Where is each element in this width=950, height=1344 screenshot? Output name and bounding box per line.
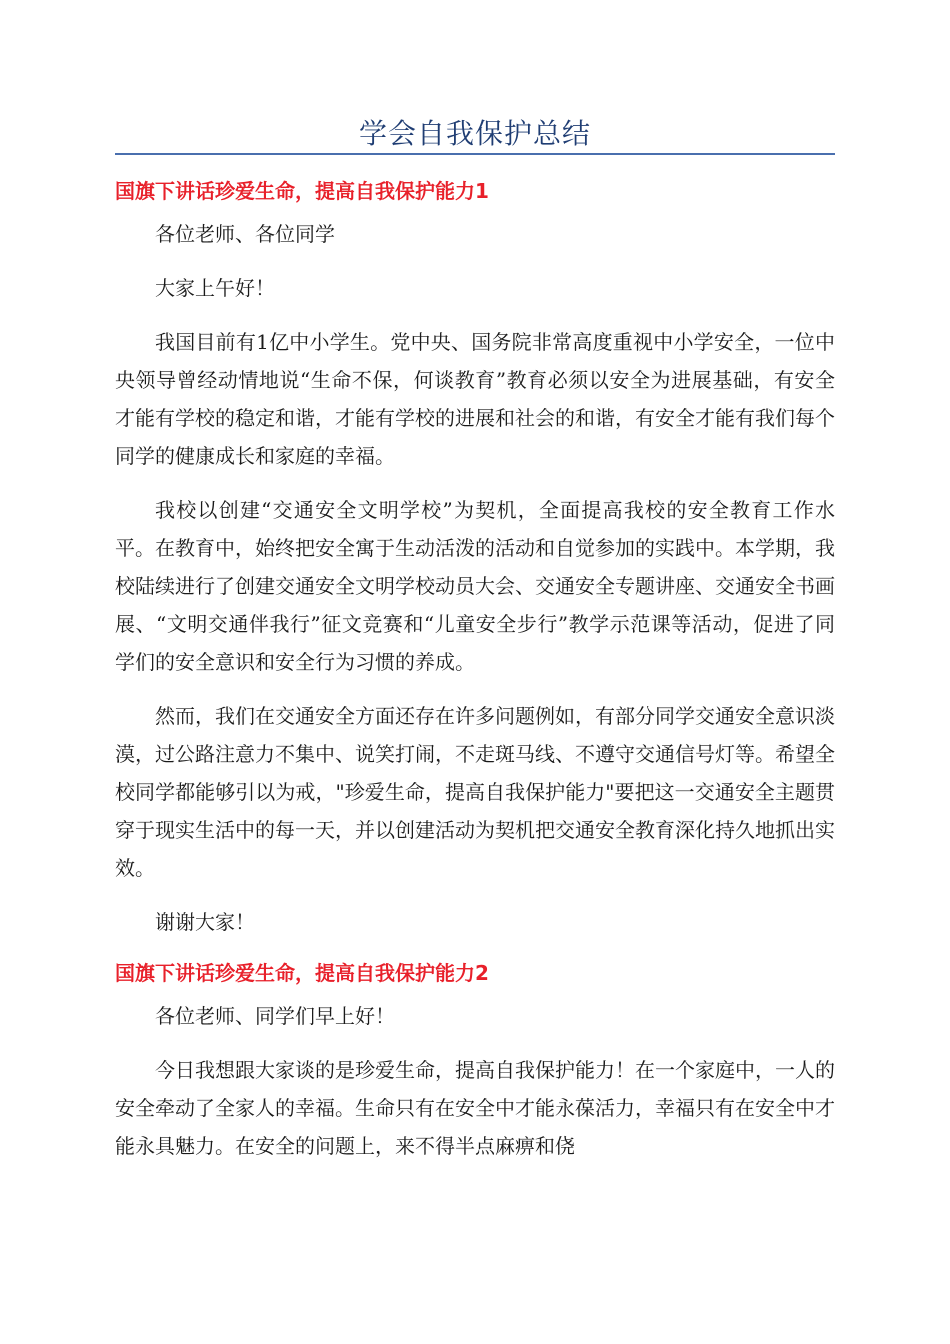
document-body — [115, 175, 835, 1181]
paragraph: 各位老师、同学们早上好！ — [155, 1004, 395, 1028]
document-title: 学会自我保护总结 — [358, 117, 591, 150]
paragraph: 然而，我们在交通安全方面还存在许多问题例如，有部分同学交通安全意识淡漠，过公路注意力不集中、说笑打闹，不走斑马线、不遵守交通信号灯等。希望全校同学都能够引以为戒，"珍爱生命，提高自我保护能力"要把这一交通安全主题贯穿于现实生活中的每一天，并以创建活动为契机把交通安全教育深化持久地抓出实效。 — [115, 704, 835, 880]
paragraph: 各位老师、各位同学 — [155, 222, 335, 246]
speech-section-2 — [115, 957, 835, 1165]
section-heading: 国旗下讲话珍爱生命，提高自我保护能力1 — [115, 179, 489, 203]
paragraph: 我校以创建“交通安全文明学校”为契机，全面提高我校的安全教育工作水平。在教育中，始终把安全寓于生动活泼的活动和自觉参加的实践中。本学期，我校陆续进行了创建交通安全文明学校动员大会、交通安全专题讲座、交通安全书画展、“文明交通伴我行”征文竞赛和“儿童安全步行”教学示范课等活动，促进了同学们的安全意识和安全行为习惯的养成。 — [115, 498, 835, 674]
paragraph: 谢谢大家！ — [155, 910, 255, 934]
speech-section-1 — [115, 175, 835, 941]
paragraph: 我国目前有1亿中小学生。党中央、国务院非常高度重视中小学安全，一位中央领导曾经动情地说“生命不保，何谈教育”教育必须以安全为进展基础，有安全才能有学校的稳定和谐，才能有学校的进展和社会的和谐，有安全才能有我们每个同学的健康成长和家庭的幸福。 — [115, 330, 835, 468]
section-heading: 国旗下讲话珍爱生命，提高自我保护能力2 — [115, 961, 489, 985]
title-divider — [115, 153, 835, 155]
paragraph: 今日我想跟大家谈的是珍爱生命，提高自我保护能力！在一个家庭中，一人的安全牵动了全家人的幸福。生命只有在安全中才能永葆活力，幸福只有在安全中才能永具魅力。在安全的问题上，来不得半点麻痹和侥 — [115, 1058, 835, 1158]
paragraph: 大家上午好！ — [155, 276, 275, 300]
